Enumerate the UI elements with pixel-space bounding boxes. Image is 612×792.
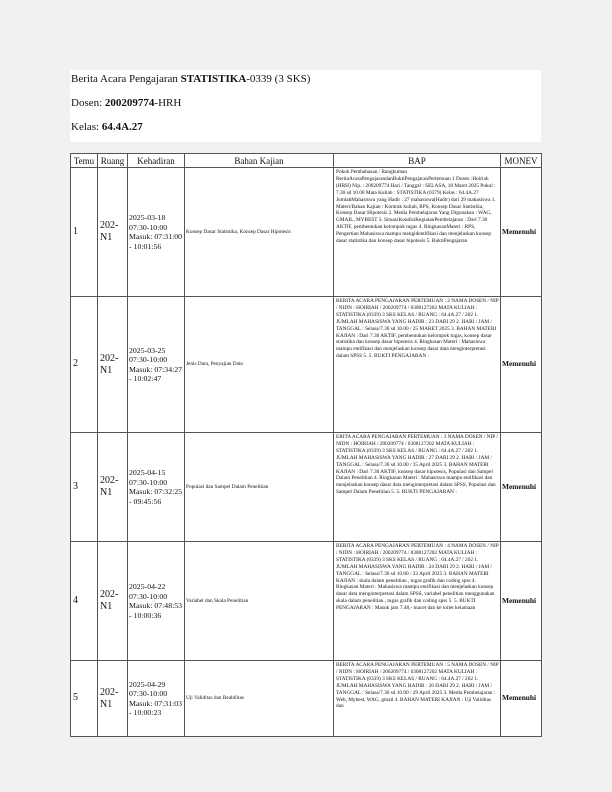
bahan-kajian-cell: Jenis Data, Penyajian Data — [185, 297, 334, 433]
table-row — [71, 661, 542, 737]
temu-cell: 4 — [71, 542, 98, 661]
session-time: 07:30-10:00 — [129, 477, 168, 487]
kehadiran-cell — [128, 542, 185, 661]
kehadiran-cell — [128, 297, 185, 433]
temu-cell: 1 — [71, 168, 98, 297]
course-name: STATISTIKA — [180, 73, 247, 85]
ruang-cell: 202-N1 — [98, 433, 128, 542]
checkout-time: - 10:00:36 — [129, 610, 162, 620]
bahan-kajian-cell: Uji Validitas dan Reabilitas — [185, 661, 334, 737]
dosen-line — [70, 94, 541, 118]
dosen-label: Dosen: — [71, 97, 105, 109]
table-row — [71, 433, 542, 542]
session-time: 07:30-10:00 — [129, 222, 168, 232]
col-header-bahan-kajian: Bahan Kajian — [185, 154, 334, 168]
ruang-cell: 202-N1 — [98, 661, 128, 737]
ruang-cell: 202-N1 — [98, 297, 128, 433]
ruang-cell: 202-N1 — [98, 168, 128, 297]
monev-cell: Memenuhi — [501, 661, 542, 737]
bap-text: BERITA ACARA PENGAJARAN PERTEMUAN : 2 NAMA DOSEN / NIP / NIDN : HOIRIAH / 200209774 / 0308127202 MATA KULIAH : STATISTIKA (0339) 3 SKS KELAS / RUANG : 64.4A.27 / 202 1. JUMLAH MAHASISWA YANG HADIR : 23 DARI 29 2. HARI / JAM / TANGGAL : Selasa/7.30 sd 10.00 / 25 MARET 2025 3. BAHAN MATERI KAJIAN : Dari 7.30 AKTIF, pembentukan kelompok tugas, konsep dasar statistika dan konsep dasar hipotesis 4. Ringkasan Materi : Mahasiswa mampu entifikasi dan menjelaskan konsep dasar data menginterpretasi dalam SPSS 5. 5. BUKTI PENGAJARAN : — [336, 298, 499, 360]
col-header-kehadiran: Kehadiran — [128, 154, 185, 168]
table-header-row — [71, 154, 542, 168]
title-suffix: -0339 (3 SKS) — [246, 73, 311, 85]
table-row — [71, 168, 542, 297]
temu-cell: 5 — [71, 661, 98, 737]
monev-cell: Memenuhi — [501, 297, 542, 433]
kelas-value: 64.4A.27 — [101, 121, 143, 133]
header-gap — [70, 142, 541, 153]
table-row — [71, 297, 542, 433]
bap-cell — [334, 168, 501, 297]
title-prefix: Berita Acara Pengajaran — [71, 73, 181, 85]
monev-cell: Memenuhi — [501, 433, 542, 542]
checkin-time: Masuk: 07:32:25 — [129, 487, 183, 496]
bahan-kajian-cell: Variabel dan Skala Penelitian — [185, 542, 334, 661]
bap-text: BERITA ACARA PENGAJARAN PERTEMUAN : 4 NAMA DOSEN / NIP / NIDN : HOIRIAH / 200209774 / 0308127202 MATA KULIAH : STATISTIKA (0339) 3 SKS KELAS / RUANG : 64.4A.27 / 202 1. JUMLAH MAHASISWA YANG HADIR : 24 DARI 29 2. HARI / JAM / TANGGAL : Selasa/7.30 sd 10.00 / 22 April 2025 3. BAHAN MATERI KAJIAN : skala dalam penelitian , tugas grafik dan coding spss 4. Ringkasan Materi : Mahasiswa mampu entifikasi dan menjelaskan konsep dasar data menginterpretasi dalam SPSS, variabel penelitian menggunakan skala dalam penelitian , tugas grafik dan coding spss 5. 5. BUKTI PENGAJARAN : Masuk jam 7.48,- macet dan ke toilet kelamaan — [336, 543, 499, 612]
monev-cell: Memenuhi — [501, 542, 542, 661]
kehadiran-cell — [128, 661, 185, 737]
bap-cell — [334, 661, 501, 737]
bahan-kajian-cell: Konsep Dasar Statistika, Konsep Dasar Hipotesis — [185, 168, 334, 297]
checkout-time: - 10:00:23 — [129, 708, 162, 717]
kehadiran-cell — [128, 168, 185, 297]
checkout-time: - 10:02:47 — [129, 374, 162, 383]
bap-cell — [334, 297, 501, 433]
col-header-bap: BAP — [334, 154, 501, 168]
kelas-line — [70, 118, 541, 142]
checkin-time: Masuk: 07:48:53 — [129, 601, 183, 610]
report-title — [70, 70, 541, 94]
session-time: 07:30-10:00 — [129, 689, 168, 698]
session-date: 2025-03-18 — [129, 213, 166, 222]
checkin-time: Masuk: 07:34:27 — [129, 364, 183, 374]
bap-cell — [334, 433, 501, 542]
temu-cell: 2 — [71, 297, 98, 433]
bap-text: ERITA ACARA PENGAJARAN PERTEMUAN : 3 NAMA DOSEN / NIP / NIDN : HOIRIAH / 200209774 / 0308127202 MATA KULIAH : STATISTIKA (0339) 3 SKS KELAS / RUANG : 64.4A.27 / 202 1. JUMLAH MAHASISWA YANG HADIR : 27 DARI 29 2. HARI / JAM / TANGGAL : Selasa/7.30 sd 10.00 / 15 April 2025 3. BAHAN MATERI KAJIAN : Dari 7.30 AKTIF, konsep dasar hipotesis, Populasi dan Sampel Dalam Penelitian 4. Ringkasan Materi : Mahasiswa mampu entifikasi dan menjelaskan konsep dasar data menginterpretasi dalam SPSS, Populasi dan Sampel Dalam Penelitian 5. 5. BUKTI PENGAJARAN : — [336, 434, 498, 496]
dosen-code: -HRH — [154, 97, 182, 109]
temu-cell: 3 — [71, 433, 98, 542]
monev-cell: Memenuhi — [501, 168, 542, 297]
checkin-time: Masuk: 07:31:03 — [129, 698, 183, 708]
col-header-temu: Temu — [71, 154, 98, 168]
bap-cell — [334, 542, 501, 661]
session-time: 07:30-10:00 — [129, 591, 168, 601]
session-date: 2025-04-15 — [129, 468, 166, 477]
bap-text: Pokok Pembahasan / Rangkuman BeritaAcaraPengajarandanBuktiPengajaranPertemuan 1 Dosen :Hoiriah (HRH) Nip. : 200209774 Hari / Tanggal : SELASA, 18 Maret 2025 Pukul : 7.30 sd 10.00 Mata Kuliah : STATISTIKA (0379) Kelas : 64.4A.27 JumlahMahasiswa yang Hadir : 27 mahasiswa(Hadir) dari 29 mahasiswa 1. Materi/Bahan Kajian : Kontrak kuliah, RPS, Konsep Dasar Statistika, Konsep Dasar Hipotesis 2. Media Pembelajaran Yang Digunakan : WAG, GMAIL, MYBEST 3. SituasiKondisiKegiatanPembelajaran : Dari 7.30 AKTIF, pembentukan kelompok tugas 4. RingkasanMateri : RPS, Pengertian Mahasiswa mampu mengidentifikasi dan menjelaskan konsep dasar statistika dan konsep dasar hipotesis 5. BuktiPengajaran — [336, 169, 496, 245]
document-page — [70, 70, 541, 737]
table-row — [71, 542, 542, 661]
session-date: 2025-04-22 — [129, 582, 166, 591]
checkin-time: Masuk: 07:31:00 — [129, 232, 183, 241]
session-date: 2025-04-29 — [129, 679, 166, 689]
kehadiran-cell — [128, 433, 185, 542]
col-header-ruang: Ruang — [98, 154, 128, 168]
ruang-cell: 202-N1 — [98, 542, 128, 661]
kelas-label: Kelas: — [71, 121, 102, 133]
bap-table — [70, 153, 542, 737]
bahan-kajian-cell: Populasi dan Sampel Dalam Penelitian — [185, 433, 334, 542]
document-header — [70, 70, 541, 142]
session-time: 07:30-10:00 — [129, 355, 168, 364]
bap-text: BERITA ACARA PENGAJARAN PERTEMUAN : 5 NAMA DOSEN / NIP / NIDN : HOIRIAH / 200209774 / 0308127202 MATA KULIAH : STATISTIKA (0339) 3 SKS KELAS / RUANG : 64.4A.27 / 202 1. JUMLAH MAHASISWA YANG HADIR : 26 DARI 29 2. HARI / JAM / TANGGAL : Selasa/7.30 sd 10.00 / 29 April 2025 3. Media Pembelajaran : Web, Mybest, WAG, gmail 4. BAHAN MATERI KAJIAN : Uji Validitas dan — [336, 662, 499, 710]
checkout-time: - 10:01:56 — [129, 241, 162, 251]
session-date: 2025-03-25 — [129, 345, 166, 355]
checkout-time: - 09:45:56 — [129, 496, 162, 506]
col-header-monev: MONEV — [501, 154, 542, 168]
dosen-nip: 200209774 — [104, 97, 155, 109]
